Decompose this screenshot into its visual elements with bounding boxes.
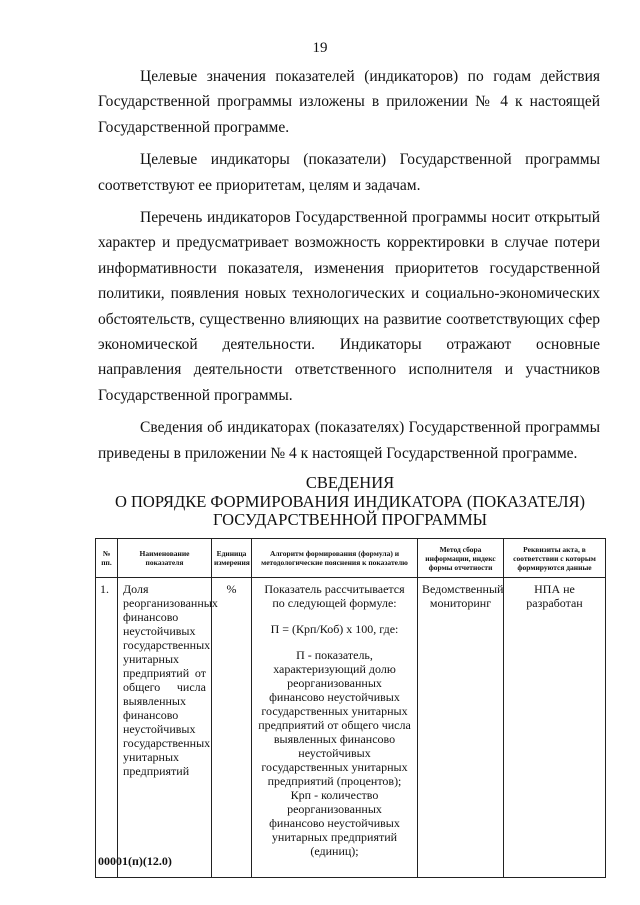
- paragraph-target-values: Целевые значения показателей (индикаторов) по годам действия Государственной программы изложены в приложении № 4 к настоящей Государственной программе.: [98, 68, 600, 136]
- footer-code: 00001(п)(12.0): [98, 854, 172, 868]
- algorithm-formula: П = (Крп/Коб) х 100, где:: [270, 622, 399, 636]
- paragraph-target-indicators: Целевые индикаторы (показатели) Государственной программы соответствуют ее приоритетам, целям и задачам.: [98, 151, 600, 194]
- section-heading: [60, 474, 640, 530]
- algorithm-intro: Показатель рассчитывается по следующей формуле:: [264, 582, 405, 610]
- page-number: 19: [312, 40, 328, 56]
- cell-requisites: НПА не разработан: [504, 578, 606, 878]
- table-row: [96, 578, 606, 878]
- algorithm-krp-definition: Крп - количество реорганизованных финансово неустойчивых унитарных предприятий (единиц);: [269, 788, 400, 858]
- indicator-table: [95, 538, 606, 878]
- header-num: № пп.: [96, 539, 118, 578]
- header-name: Наименование показателя: [118, 539, 212, 578]
- header-method: Метод сбора информации, индекс формы отчетности: [418, 539, 504, 578]
- heading-line-1: СВЕДЕНИЯ: [305, 473, 395, 492]
- paragraph-indicator-list: Перечень индикаторов Государственной программы носит открытый характер и предусматривает возможность корректировки в случае потери информативности показателя, изменения приоритетов государственной политики, появления новых технологических и социально-экономических обстоятельств, существенно влияющих на развитие соответствующих сфер экономической деятельности. Индикаторы отражают основные направления деятельности ответственного исполнителя и участников Государственной программы.: [98, 209, 600, 404]
- heading-line-2: О ПОРЯДКЕ ФОРМИРОВАНИЯ ИНДИКАТОРА (ПОКАЗАТЕЛЯ): [114, 491, 586, 511]
- paragraph-indicator-info: Сведения об индикаторах (показателях) Государственной программы приведены в приложении № 4 к настоящей Государственной программе.: [98, 419, 600, 462]
- algorithm-p-definition: П - показатель, характеризующий долю реорганизованных финансово неустойчивых государственных унитарных предприятий от общего числа выявленных финансово неустойчивых государственных унитарных предприятий (процентов);: [258, 648, 411, 788]
- header-algorithm: Алгоритм формирования (формула) и методологические пояснения к показателю: [252, 539, 418, 578]
- cell-unit: %: [212, 578, 252, 878]
- header-unit: Единица измерения: [212, 539, 252, 578]
- cell-method: Ведомственный мониторинг: [418, 578, 504, 878]
- header-requisites: Реквизиты акта, в соответствии с которым формируются данные: [504, 539, 606, 578]
- heading-line-3: ГОСУДАРСТВЕННОЙ ПРОГРАММЫ: [212, 510, 487, 529]
- body-text: [98, 64, 600, 466]
- cell-name: Доля реорганизованных финансово неустойчивых государственных унитарных предприятий от общего числа выявленных финансово неустойчивых государственных унитарных предприятий: [118, 578, 212, 878]
- cell-num: 1.: [96, 578, 118, 878]
- cell-algorithm: [252, 578, 418, 878]
- table-header-row: [96, 539, 606, 578]
